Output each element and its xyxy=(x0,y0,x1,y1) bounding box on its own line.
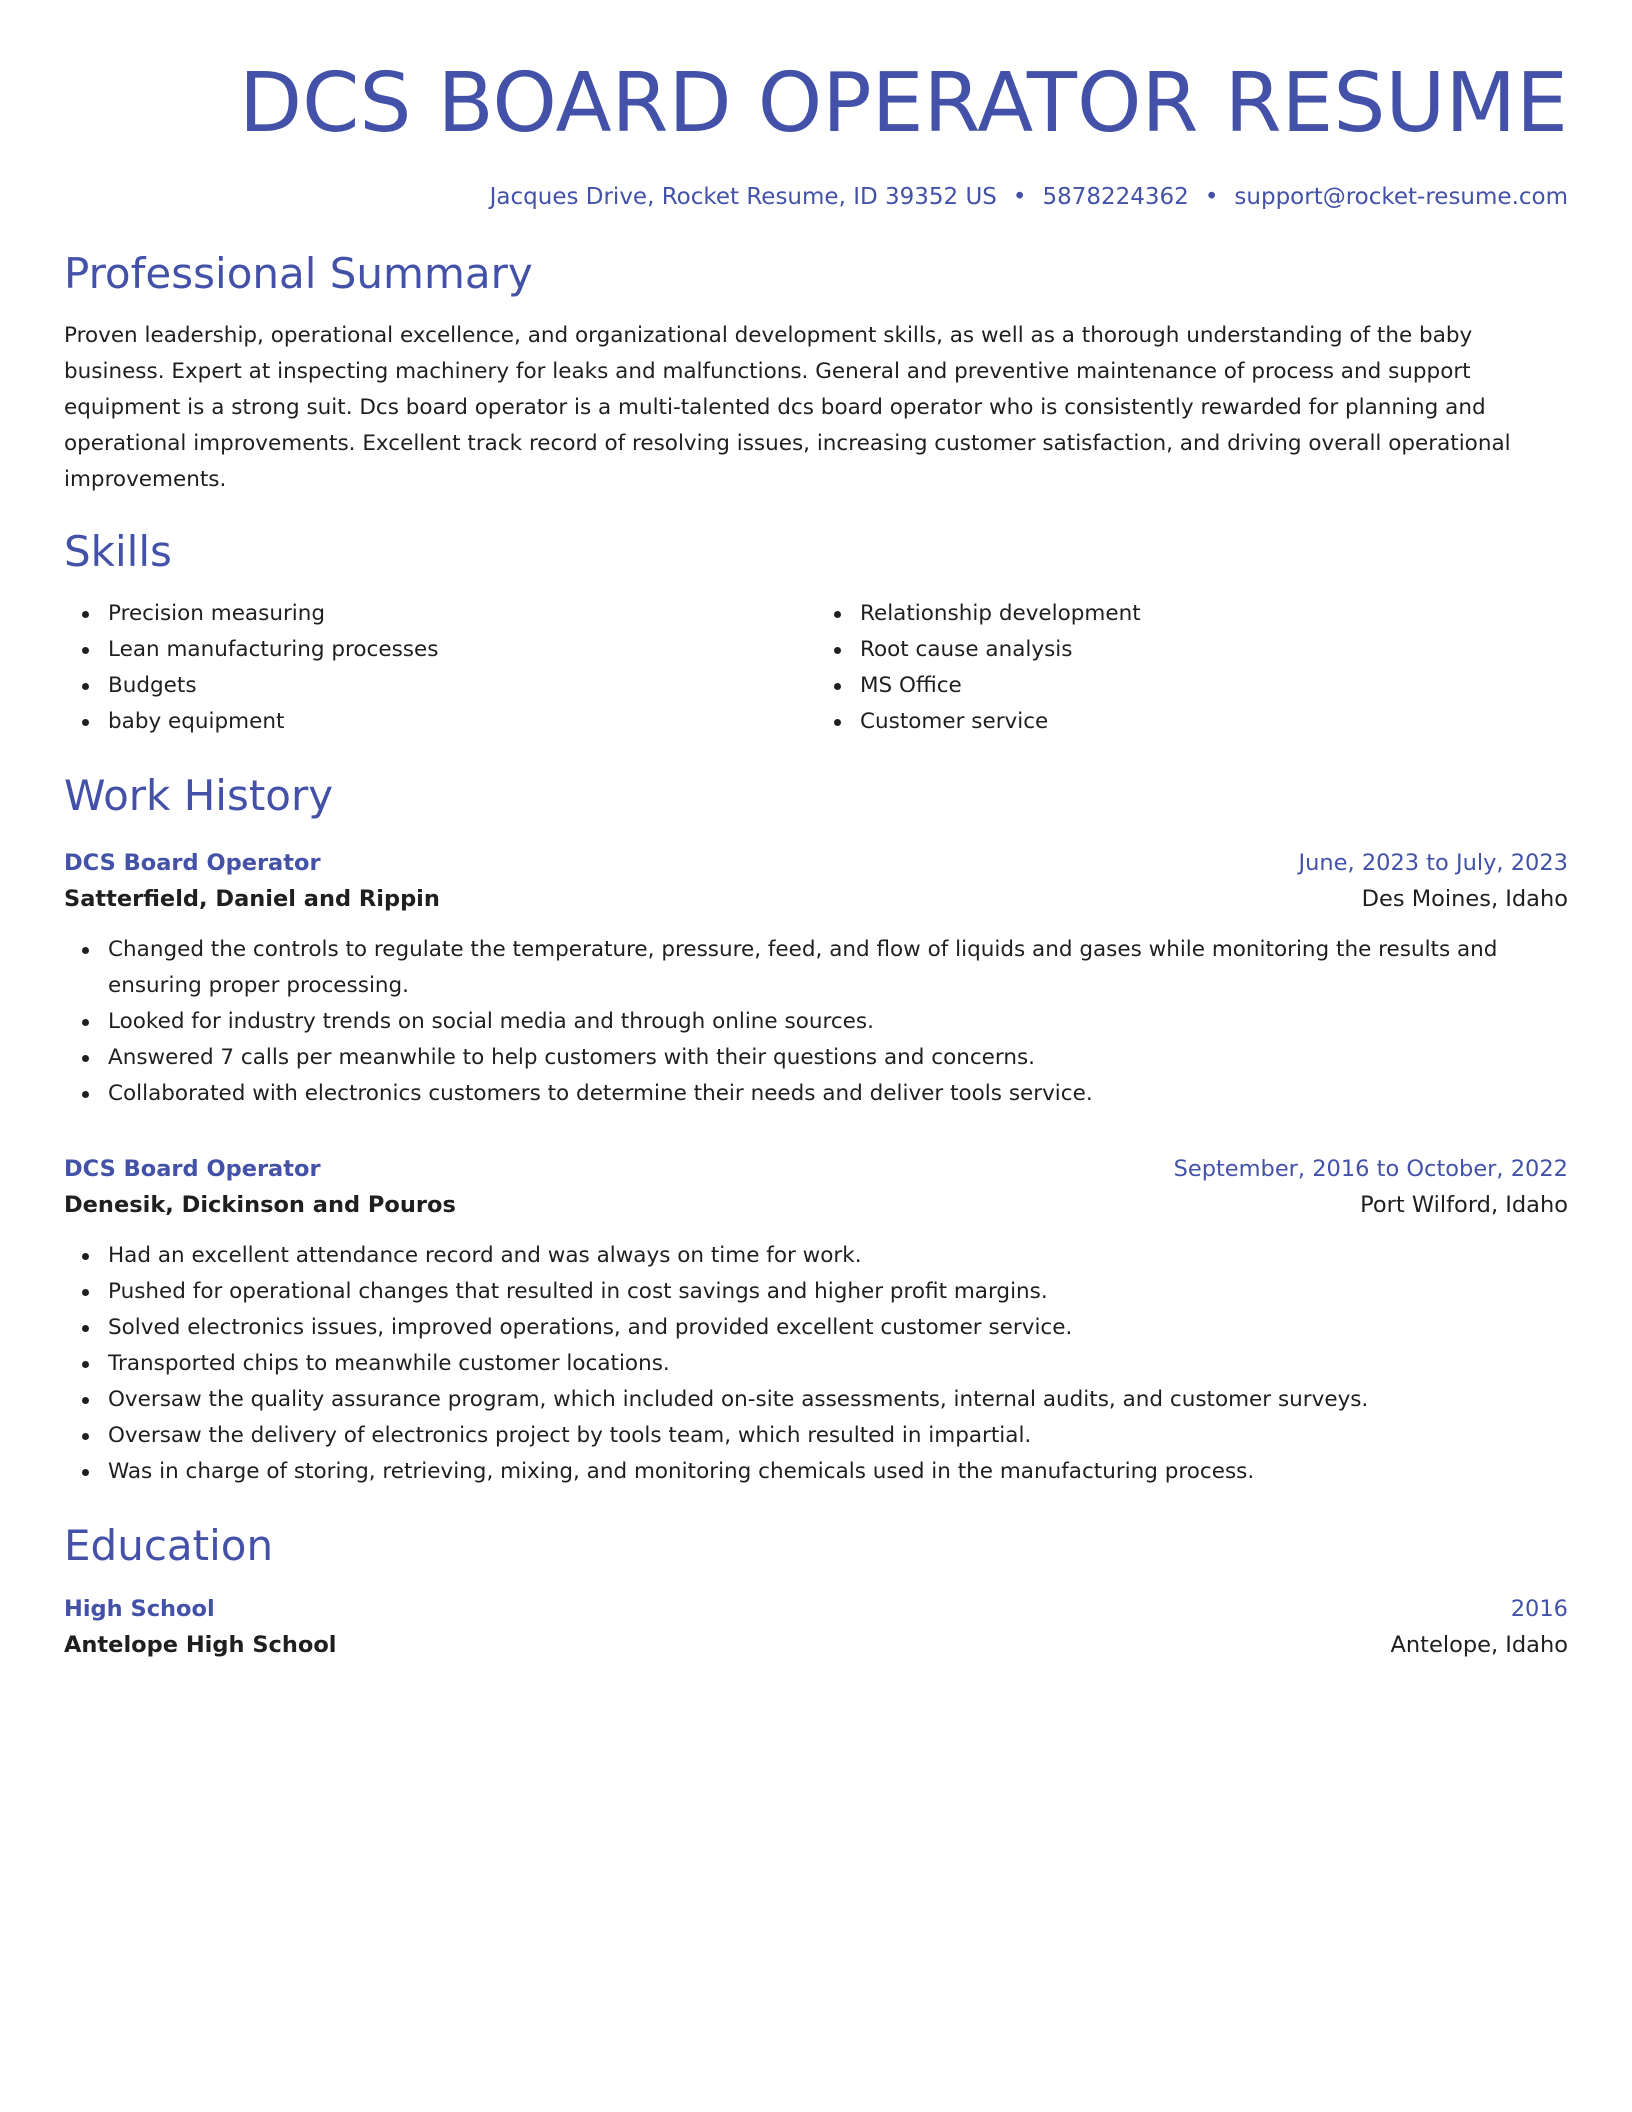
job-bullet: Answered 7 calls per meanwhile to help customers with their questions and concerns. xyxy=(108,1040,1568,1076)
job-dates: June, 2023 to July, 2023 xyxy=(1298,850,1568,876)
contact-email[interactable]: support@rocket-resume.com xyxy=(1234,184,1568,210)
section-heading-summary: Professional Summary xyxy=(64,249,533,298)
skill-item: MS Office xyxy=(860,668,1568,704)
job-company: Denesik, Dickinson and Pouros xyxy=(64,1192,456,1218)
job-bullet: Changed the controls to regulate the temperature, pressure, feed, and flow of liquids and gases while monitoring the results and ensuring proper processing. xyxy=(108,932,1568,1004)
job-bullet: Pushed for operational changes that resulted in cost savings and higher profit margins. xyxy=(108,1274,1568,1310)
skill-item: baby equipment xyxy=(108,704,816,740)
skill-item: Relationship development xyxy=(860,596,1568,632)
education-year: 2016 xyxy=(1510,1596,1568,1622)
job-bullet: Transported chips to meanwhile customer locations. xyxy=(108,1346,1568,1382)
summary-text: Proven leadership, operational excellence, and organizational development skills, as well as a thorough understanding of the baby business. Expert at inspecting machinery for leaks and malfunctions. General and preventive maintenance of process and support equipment is a strong suit. Dcs board operator is a multi-talented dcs board operator who is consistently rewarded for planning and operational improvements. Excellent track record of resolving issues, increasing customer satisfaction, and driving overall operational improvements. xyxy=(64,323,1511,492)
job-title: DCS Board Operator xyxy=(64,850,321,876)
job-company-row xyxy=(64,880,1568,918)
job-bullet: Collaborated with electronics customers to determine their needs and deliver tools service. xyxy=(108,1076,1568,1112)
skills-column-right xyxy=(816,596,1568,740)
education-header-row xyxy=(64,1592,1568,1626)
job-company-row xyxy=(64,1186,1568,1224)
skill-item: Customer service xyxy=(860,704,1568,740)
skill-item: Root cause analysis xyxy=(860,632,1568,668)
job-location: Des Moines, Idaho xyxy=(1361,886,1568,912)
education-degree: High School xyxy=(64,1596,215,1622)
contact-separator: • xyxy=(1012,184,1027,210)
education-section xyxy=(64,1520,1568,1664)
job-entry xyxy=(64,1152,1568,1490)
job-entry xyxy=(64,846,1568,1112)
education-entry xyxy=(64,1592,1568,1664)
job-bullet: Looked for industry trends on social media and through online sources. xyxy=(108,1004,1568,1040)
job-header-row xyxy=(64,846,1568,880)
skills-section xyxy=(64,526,1568,740)
education-school: Antelope High School xyxy=(64,1632,337,1658)
professional-summary-section xyxy=(64,248,1568,498)
job-title: DCS Board Operator xyxy=(64,1156,321,1182)
section-heading-work: Work History xyxy=(64,771,334,820)
job-bullet: Oversaw the delivery of electronics project by tools team, which resulted in impartial. xyxy=(108,1418,1568,1454)
resume-title: DCS BOARD OPERATOR RESUME xyxy=(239,56,1568,151)
job-bullets xyxy=(64,1238,1568,1490)
skill-item: Precision measuring xyxy=(108,596,816,632)
section-heading-education: Education xyxy=(64,1521,274,1570)
education-school-row xyxy=(64,1626,1568,1664)
skills-column-left xyxy=(64,596,816,740)
contact-line xyxy=(64,182,1568,212)
skills-grid xyxy=(64,596,1568,740)
job-header-row xyxy=(64,1152,1568,1186)
job-bullet: Was in charge of storing, retrieving, mixing, and monitoring chemicals used in the manufacturing process. xyxy=(108,1454,1568,1490)
job-bullet: Had an excellent attendance record and was always on time for work. xyxy=(108,1238,1568,1274)
job-company: Satterfield, Daniel and Rippin xyxy=(64,886,440,912)
job-bullets xyxy=(64,932,1568,1112)
work-history-section xyxy=(64,770,1568,1490)
job-bullet: Solved electronics issues, improved operations, and provided excellent customer service. xyxy=(108,1310,1568,1346)
contact-address: Jacques Drive, Rocket Resume, ID 39352 US xyxy=(489,184,997,210)
skill-item: Budgets xyxy=(108,668,816,704)
skill-item: Lean manufacturing processes xyxy=(108,632,816,668)
job-bullet: Oversaw the quality assurance program, which included on-site assessments, internal audits, and customer surveys. xyxy=(108,1382,1568,1418)
contact-phone: 5878224362 xyxy=(1042,184,1189,210)
education-location: Antelope, Idaho xyxy=(1390,1632,1568,1658)
section-heading-skills: Skills xyxy=(64,527,172,576)
job-dates: September, 2016 to October, 2022 xyxy=(1173,1156,1568,1182)
job-location: Port Wilford, Idaho xyxy=(1360,1192,1568,1218)
contact-separator: • xyxy=(1204,184,1219,210)
